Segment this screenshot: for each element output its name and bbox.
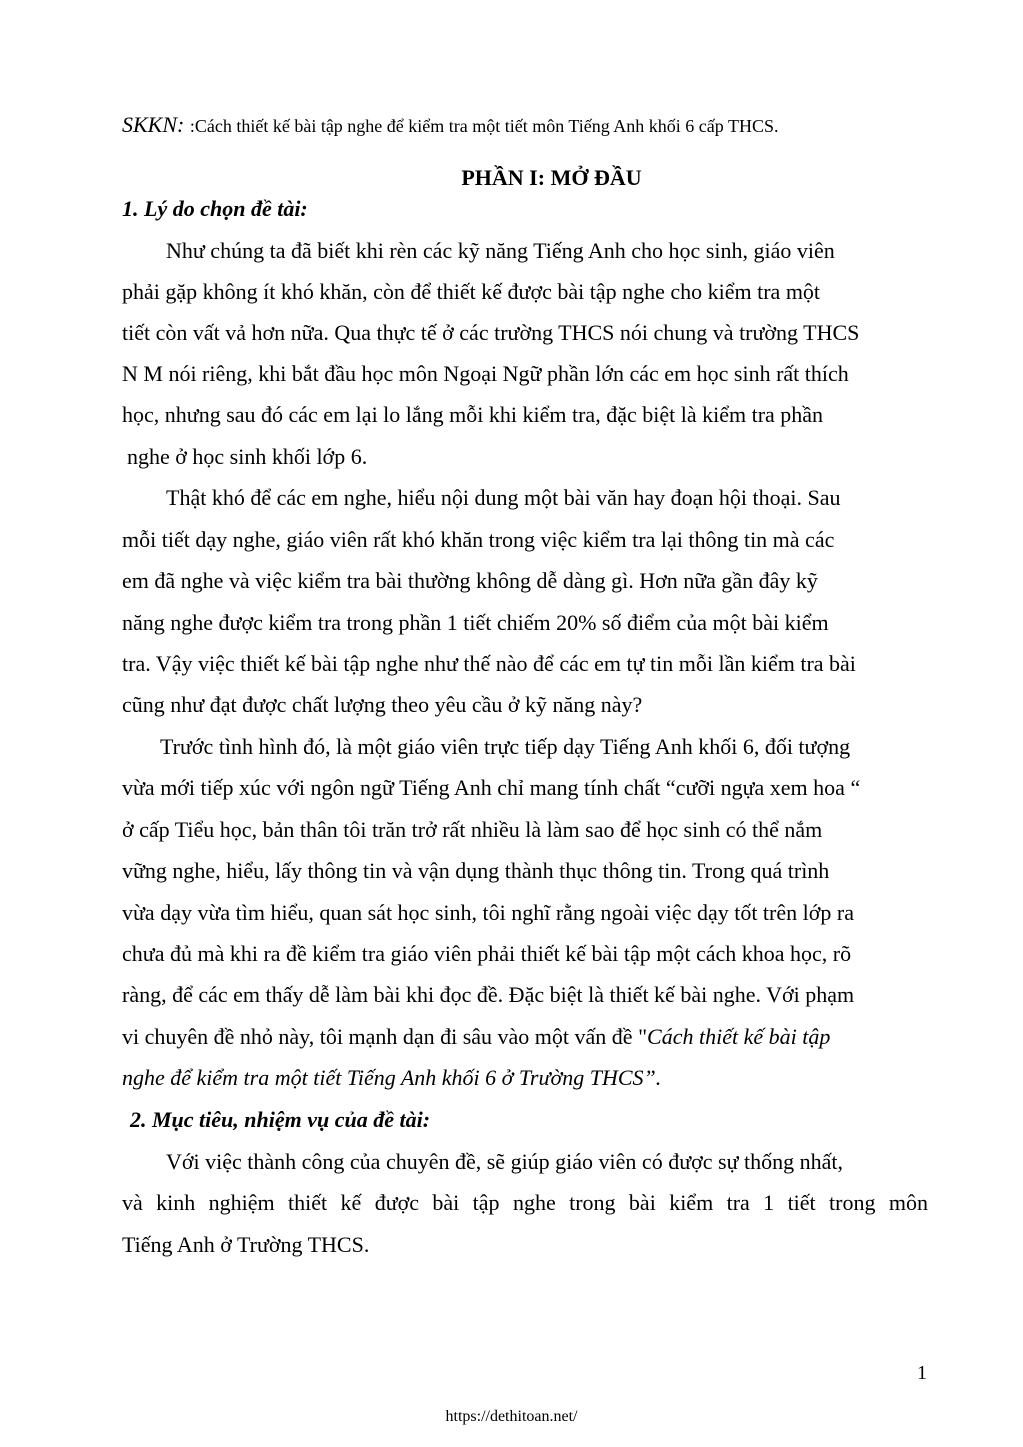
header-title: :Cách thiết kế bài tập nghe để kiểm tra một tiết môn Tiếng Anh khối 6 cấp THCS.: [189, 116, 779, 136]
paragraph-line: ở cấp Tiểu học, bản thân tôi trăn trở rất nhiều là làm sao để học sinh có thể nắm: [122, 817, 823, 842]
paragraph-line: cũng như đạt được chất lượng theo yêu cầu ở kỹ năng này?: [122, 692, 643, 717]
heading-reason: 1. Lý do chọn đề tài:: [122, 196, 308, 221]
paragraph-text: vi chuyên đề nhỏ này, tôi mạnh dạn đi sâu vào một vấn đề ": [122, 1024, 648, 1049]
paragraph-line: mỗi tiết dạy nghe, giáo viên rất khó khăn trong việc kiểm tra lại thông tin mà các: [122, 527, 835, 552]
paragraph-line: [122, 1024, 830, 1050]
paragraph-line: em đã nghe và việc kiểm tra bài thường không dễ dàng gì. Hơn nữa gần đây kỹ: [122, 568, 818, 593]
paragraph-line: tiết còn vất vả hơn nữa. Qua thực tế ở các trường THCS nói chung và trường THCS: [122, 320, 860, 345]
paragraph-line: học, nhưng sau đó các em lại lo lắng mỗi khi kiểm tra, đặc biệt là kiểm tra phần: [122, 402, 824, 427]
paragraph-line: tra. Vậy việc thiết kế bài tập nghe như thế nào để các em tự tin mỗi lần kiểm tra bài: [122, 651, 856, 676]
page-number: 1: [917, 1362, 927, 1384]
paragraph-line: ràng, để các em thấy dễ làm bài khi đọc đề. Đặc biệt là thiết kế bài nghe. Với phạm: [122, 982, 855, 1007]
paragraph-line: vừa mới tiếp xúc với ngôn ngữ Tiếng Anh chỉ mang tính chất “cưỡi ngựa xem hoa “: [122, 775, 861, 800]
heading-objectives: 2. Mục tiêu, nhiệm vụ của đề tài:: [130, 1107, 431, 1132]
document-header: [122, 112, 778, 138]
paragraph-line: vững nghe, hiểu, lấy thông tin và vận dụng thành thục thông tin. Trong quá trình: [122, 858, 830, 883]
paragraph-line: Tiếng Anh ở Trường THCS.: [122, 1232, 370, 1257]
paragraph-line: nghe để kiểm tra một tiết Tiếng Anh khối 6 ở Trường THCS”.: [122, 1065, 662, 1090]
footer-url: https://dethitoan.net/: [445, 1408, 578, 1425]
paragraph-line: vừa dạy vừa tìm hiểu, quan sát học sinh, tôi nghĩ rằng ngoài việc dạy tốt trên lớp ra: [122, 900, 854, 925]
paragraph-italic-text: Cách thiết kế bài tập: [647, 1024, 831, 1049]
paragraph-line: nghe ở học sinh khối lớp 6.: [127, 444, 368, 469]
paragraph-line: N M nói riêng, khi bắt đầu học môn Ngoại Ngữ phần lớn các em học sinh rất thích: [122, 361, 849, 386]
section-title: PHẦN I: MỞ ĐẦU: [461, 165, 642, 190]
paragraph-line: chưa đủ mà khi ra đề kiểm tra giáo viên phải thiết kế bài tập một cách khoa học, rõ: [122, 941, 852, 966]
paragraph-line: Thật khó để các em nghe, hiểu nội dung một bài văn hay đoạn hội thoại. Sau: [166, 485, 841, 510]
paragraph-line: Trước tình hình đó, là một giáo viên trực tiếp dạy Tiếng Anh khối 6, đối tượng: [160, 734, 851, 759]
header-lead: SKKN:: [122, 112, 190, 137]
paragraph-line: phải gặp không ít khó khăn, còn để thiết kế được bài tập nghe cho kiểm tra một: [122, 279, 821, 304]
paragraph-line: năng nghe được kiểm tra trong phần 1 tiết chiếm 20% số điểm của một bài kiểm: [122, 610, 829, 635]
paragraph-line: Với việc thành công của chuyên đề, sẽ giúp giáo viên có được sự thống nhất,: [166, 1149, 843, 1174]
paragraph-line: Như chúng ta đã biết khi rèn các kỹ năng Tiếng Anh cho học sinh, giáo viên: [166, 238, 835, 263]
paragraph-line: và kinh nghiệm thiết kế được bài tập nghe trong bài kiểm tra 1 tiết trong môn: [122, 1190, 928, 1215]
